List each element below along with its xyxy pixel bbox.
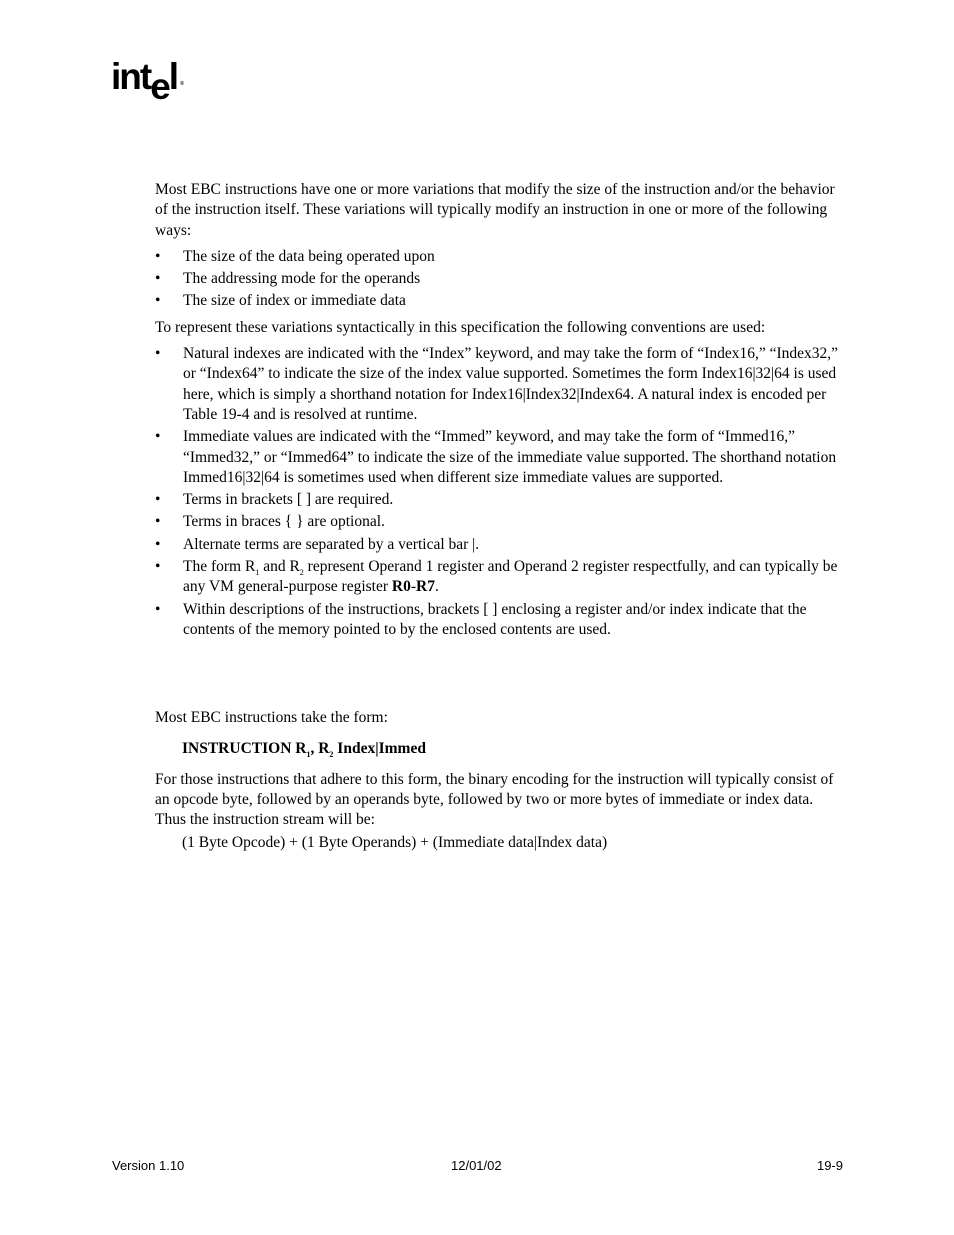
registered-mark: ® xyxy=(180,81,184,87)
text-fragment: , R xyxy=(310,739,330,757)
list-item-alternate-terms xyxy=(155,535,843,555)
form-paragraph: Most EBC instructions take the form: xyxy=(155,709,388,727)
footer-date: 12/01/02 xyxy=(451,1158,502,1173)
intel-logo xyxy=(111,56,184,107)
list-item-text: Terms in braces { } are optional. xyxy=(183,513,385,531)
text-fragment: represent Operand 1 register and Operand 2 register respectfully, and can typically be any VM general-purpose register xyxy=(183,558,838,596)
list-item-register-form xyxy=(155,557,843,598)
section-gap xyxy=(155,642,843,708)
list-item-text: The addressing mode for the operands xyxy=(183,270,421,288)
list-item-immediate-values xyxy=(155,427,843,488)
bullet: • xyxy=(155,345,161,363)
bullet: • xyxy=(155,535,161,553)
intro-paragraph: Most EBC instructions have one or more variations that modify the size of the instruction and/or the behavior of the instruction itself. These variations will typically modify an instruction in one or more of the following ways: xyxy=(155,181,835,239)
text-fragment: The form R xyxy=(183,558,256,576)
list-item-braces xyxy=(155,512,843,532)
register-r7: R7 xyxy=(416,578,435,596)
bullet: • xyxy=(155,247,161,265)
list-item-within-descriptions xyxy=(155,600,843,641)
list-item-text: The size of the data being operated upon xyxy=(183,247,435,265)
encoding-paragraph: For those instructions that adhere to this form, the binary encoding for the instruction will typically consist of an opcode byte, followed by an operands byte, followed by two or more bytes of immediate or index data. Thus the instruction stream will be: xyxy=(155,770,834,829)
list-item xyxy=(155,247,843,267)
instruction-stream-line: (1 Byte Opcode) + (1 Byte Operands) + (Immediate data|Index data) xyxy=(182,833,608,851)
page-content xyxy=(155,180,843,853)
list-item-text: Within descriptions of the instructions, brackets [ ] enclosing a register and/or index indicate that the contents of the memory pointed to by the enclosed contents are used. xyxy=(183,600,807,638)
bullet: • xyxy=(155,513,161,531)
list-item-text: Immediate values are indicated with the “Immed” keyword, and may take the form of “Immed16,” “Immed32,” or “Immed64” to indicate the size of the immediate value supported. The shorthand notation Immed16|32|64 is sometimes used when different size immediate values are supported. xyxy=(183,428,837,486)
bullet: • xyxy=(155,558,161,576)
conventions-list xyxy=(155,344,843,640)
text-fragment: INSTRUCTION R xyxy=(182,739,307,757)
subscript: 1 xyxy=(306,749,311,759)
subscript: 2 xyxy=(299,568,304,578)
bullet: • xyxy=(155,292,161,310)
list-item-natural-indexes xyxy=(155,344,843,425)
subscript: 1 xyxy=(255,568,260,578)
list-item-text: The size of index or immediate data xyxy=(183,292,406,310)
logo-text-dropped-e: e xyxy=(150,66,169,107)
bullet: • xyxy=(155,600,161,618)
list-item xyxy=(155,291,843,311)
conventions-intro: To represent these variations syntactically in this specification the following conventions are used: xyxy=(155,318,766,336)
list-item-text: Alternate terms are separated by a vertical bar |. xyxy=(183,535,480,553)
text-fragment: . xyxy=(434,578,439,596)
bullet: • xyxy=(155,428,161,446)
text-fragment: - xyxy=(410,578,417,596)
subscript: 2 xyxy=(329,749,334,759)
text-fragment: and R xyxy=(259,558,300,576)
list-item xyxy=(155,269,843,289)
list-item-text: Terms in brackets [ ] are required. xyxy=(183,491,394,509)
logo-text: int xyxy=(111,56,151,97)
page-footer xyxy=(112,1158,843,1176)
bullet: • xyxy=(155,270,161,288)
list-item-brackets xyxy=(155,490,843,510)
variation-ways-list xyxy=(155,247,843,312)
register-r0: R0 xyxy=(391,578,411,596)
instruction-syntax xyxy=(155,739,843,759)
bullet: • xyxy=(155,491,161,509)
list-item-text: Natural indexes are indicated with the “Index” keyword, and may take the form of “Index16,” “Index32,” or “Index64” to indicate the size of the index value supported. Sometimes the form Index16|32|64 is used here, which is simply a shorthand notation for Index16|Index32|Index64. A natural index is encoded per Table 19-4 and is resolved at runtime. xyxy=(183,345,839,423)
logo-text-l: l xyxy=(168,56,178,97)
footer-version: Version 1.10 xyxy=(112,1158,185,1173)
footer-page-number: 19-9 xyxy=(816,1158,843,1173)
text-fragment: Index|Immed xyxy=(333,739,426,757)
